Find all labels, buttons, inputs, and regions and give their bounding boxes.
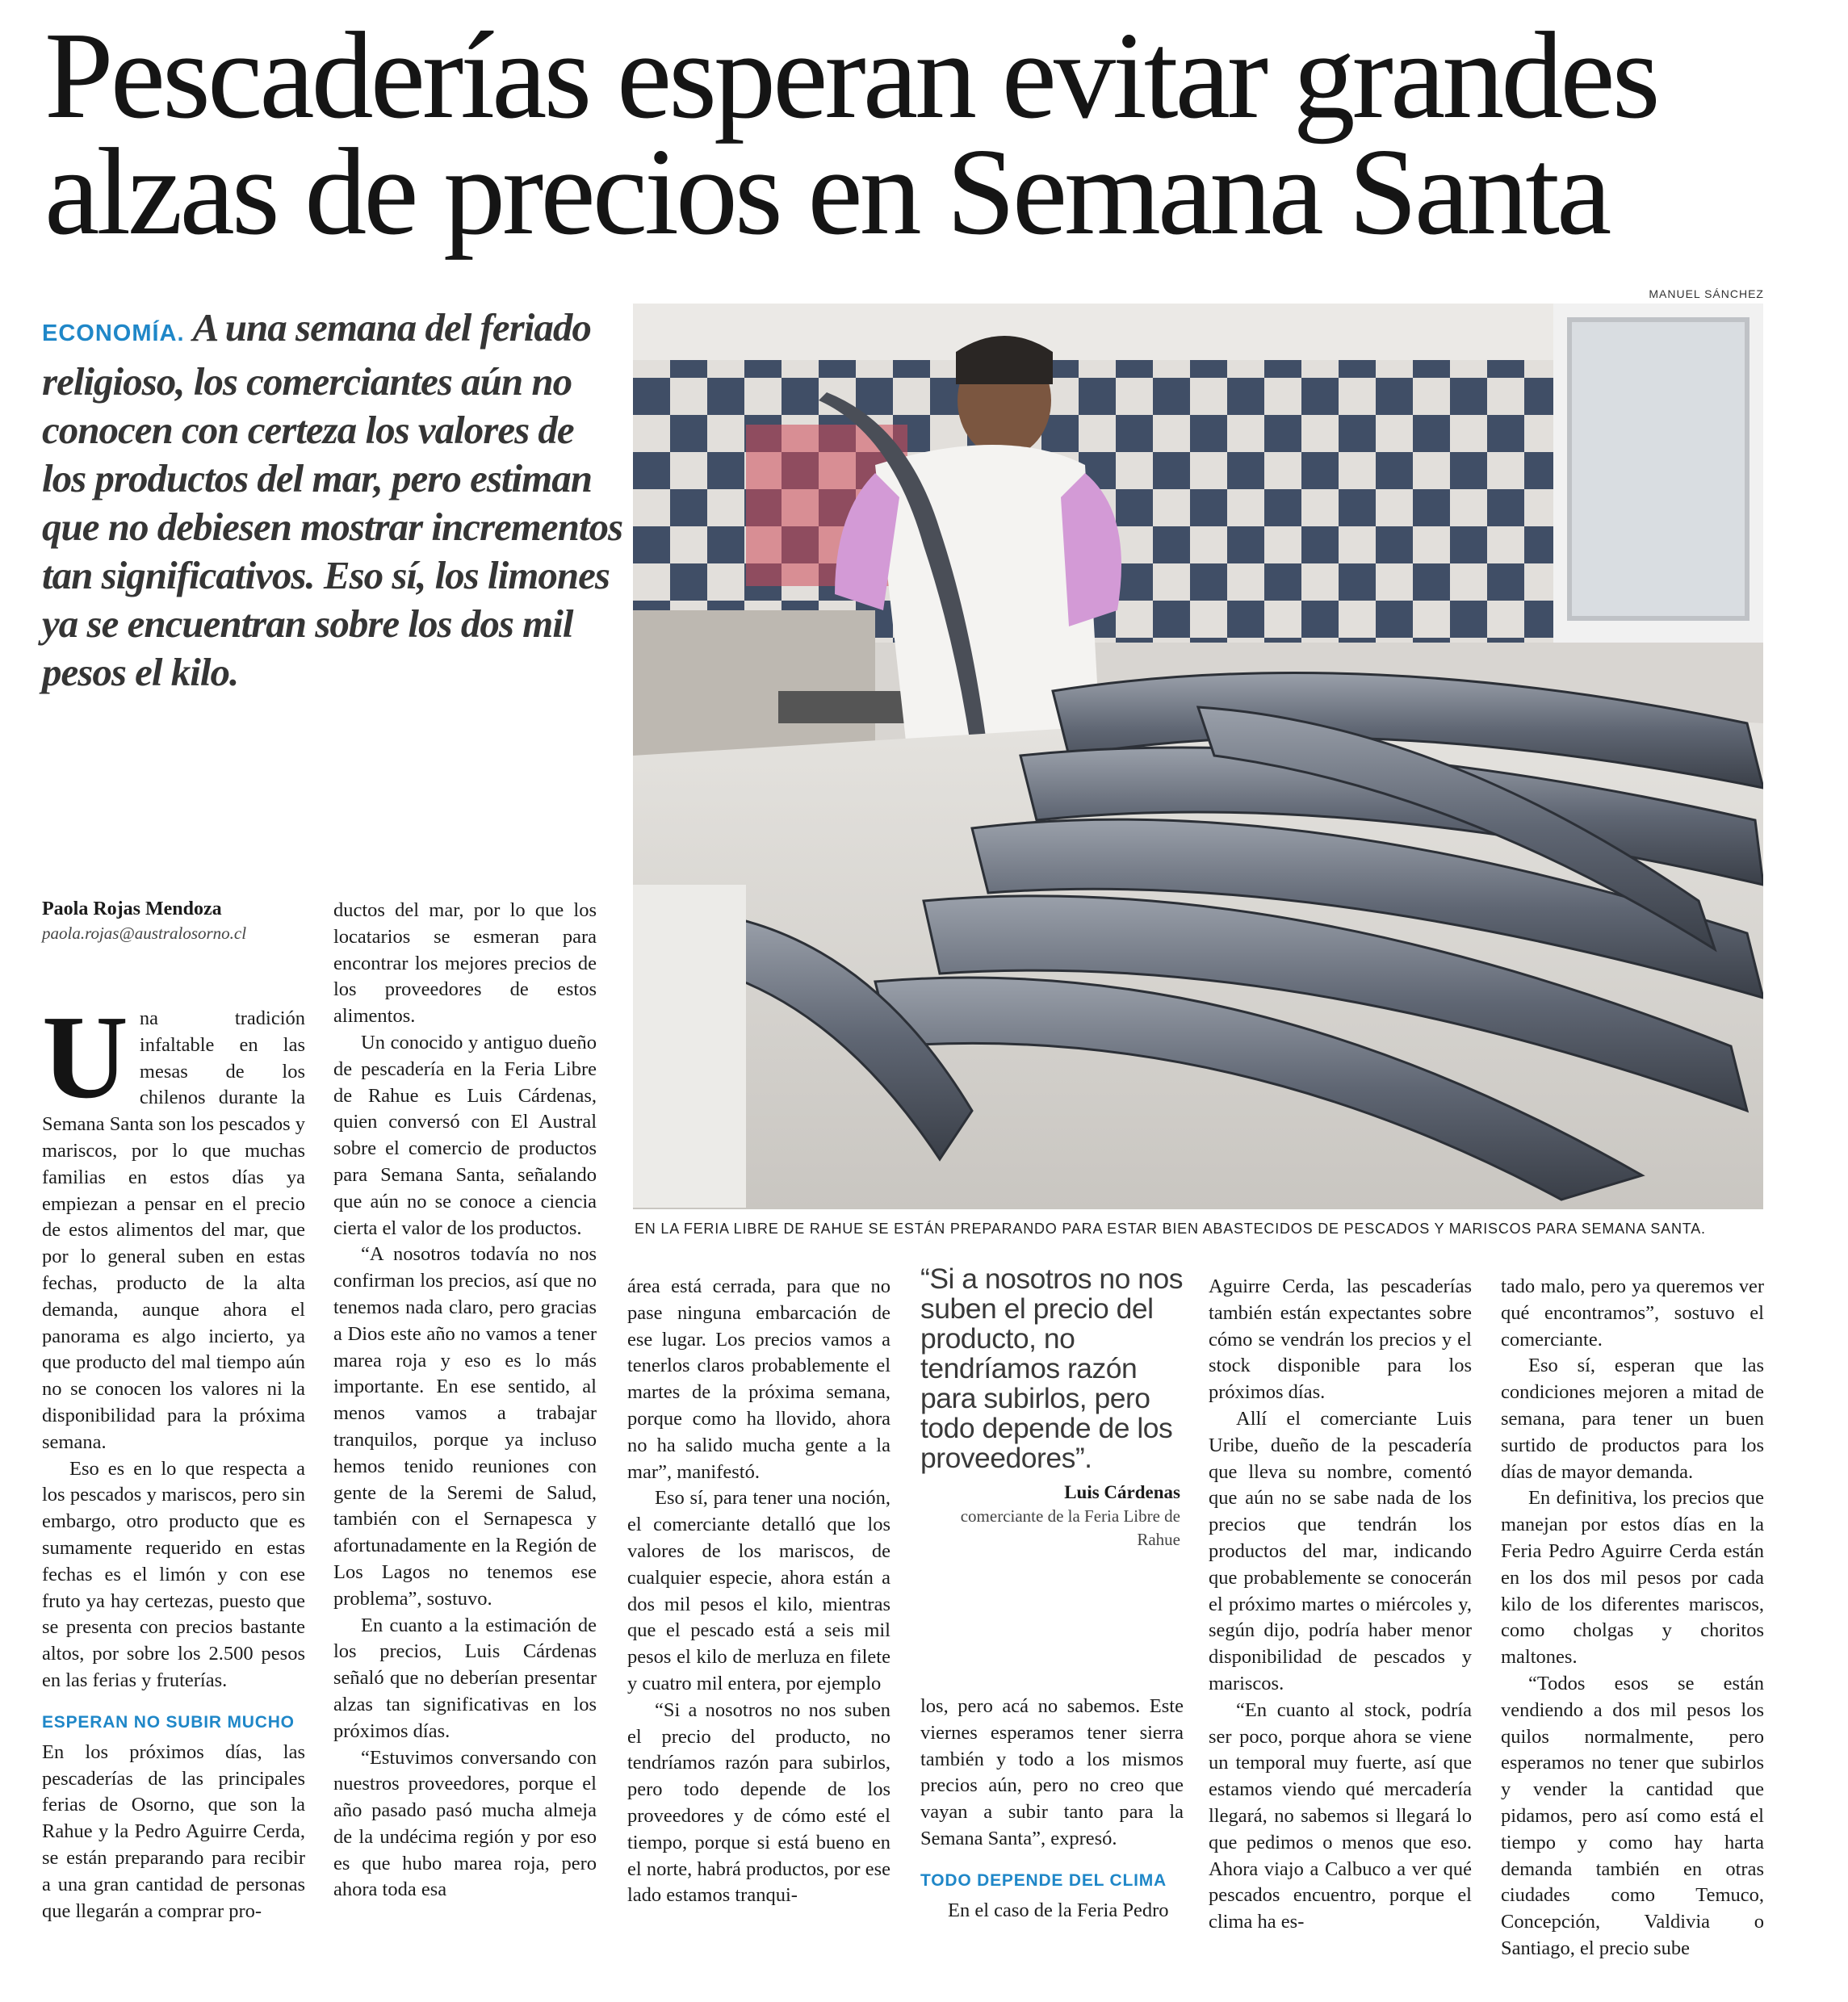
author-email[interactable]: paola.rojas@australosorno.cl	[42, 924, 247, 943]
drop-cap: U	[42, 991, 128, 1124]
column-3	[627, 1274, 890, 1909]
lead-paragraph	[42, 304, 623, 697]
photo-caption: EN LA FERIA LIBRE DE RAHUE SE ESTÁN PREPARANDO PARA ESTAR BIEN ABASTECIDOS DE PESCADOS Y MARISCOS PARA SEMANA SANTA.	[635, 1221, 1706, 1237]
body-paragraph: En los próximos días, las pescaderías de las principales ferias de Osorno, que son la Rahue y la Pedro Aguirre Cerda, se están preparando para recibir a una gran cantidad de personas que llegarán a comprar pro-	[42, 1740, 305, 1922]
body-paragraph: Un conocido y antiguo dueño de pescadería en la Feria Libre de Rahue es Luis Cárdenas, quien conversó con El Austral sobre el comercio de productos para Semana Santa, señalando que aún no se conoce a ciencia cierta el valor de los productos.	[333, 1031, 597, 1239]
body-paragraph: “Todos esos se están vendiendo a dos mil pesos los quilos normalmente, pero esperamos no tener que subirlos y vender la cantidad que pidamos, pero así como está el tiempo y como hay harta demanda también en otras ciudades como Temuco, Concepción, Valdivia o Santiago, el precio sube	[1501, 1672, 1764, 1959]
quote-author: Luis Cárdenas	[1064, 1482, 1180, 1502]
body-paragraph: “A nosotros todavía no nos confirman los precios, así que no tenemos nada claro, pero gracias a Dios este año no vamos a tener marea roja y eso es lo más importante. En ese sentido, al menos vamos a trabajar tranquilos, porque ya incluso hemos tenido reuniones con gente de la Seremi de Salud, también con el Sernapesca y afortunadamente en la Región de Los Lagos no tenemos ese problema”, sostuvo.	[333, 1243, 597, 1610]
body-paragraph: Una tradición infaltable en las mesas de los chilenos durante la Semana Santa son los pescados y mariscos, por lo que muchas familias en estos días ya empiezan a pensar en el precio de estos alimentos del mar, que por lo general suben en estas fechas, producto de la alta demanda, aunque ahora el panorama es algo incierto, ya que producto del mal tiempo aún no se conocen los valores ni la disponibilidad para la próxima semana.	[42, 991, 305, 1453]
body-paragraph: En cuanto a la estimación de los precios, Luis Cárdenas señaló que no deberían presentar alzas tan significativas en los próximos días.	[333, 1614, 597, 1742]
quote-role: comerciante de la Feria Libre de Rahue	[960, 1506, 1180, 1549]
pull-quote: “Si a nosotros no nos suben el precio del producto, no tendríamos razón para subirlos, pero todo depende de los proveedores”.	[920, 1263, 1183, 1474]
photo-credit: MANUEL SÁNCHEZ	[1649, 287, 1764, 300]
column-4	[920, 1694, 1184, 1925]
body-paragraph: “Si a nosotros no nos suben el precio del producto, no tendríamos razón para subirlos, pero todo depende de los proveedores y de cómo esté el tiempo, porque si está bueno en el norte, habrá productos, por ese lado estamos tranqui-	[627, 1698, 890, 1907]
body-paragraph: “En cuanto al stock, podría ser poco, porque ahora se viene un temporal muy fuerte, así que estamos viendo qué mercadería llegará, no sabemos si llegará lo que pedimos o menos que eso. Ahora viajo a Calbuco a ver qué pescados encuentro, porque el clima ha es-	[1209, 1698, 1472, 1933]
body-paragraph: los, pero acá no sabemos. Este viernes esperamos tener sierra también y todo a los mismos precios aún, pero no creo que vayan a subir tanto para la Semana Santa”, expresó.	[920, 1695, 1184, 1849]
column-5	[1209, 1274, 1472, 1936]
byline	[42, 896, 349, 944]
fish-market-photo	[633, 304, 1763, 1209]
column-1	[42, 991, 305, 1925]
column-6	[1501, 1274, 1764, 1962]
body-paragraph: Eso es en lo que respecta a los pescados y mariscos, pero sin embargo, otro producto que es sumamente requerido en estas fechas es el limón y con ese fruto ya hay certezas, puesto que se presenta con precios bastante altos, por sobre los 2.500 pesos en las ferias y fruterías.	[42, 1457, 305, 1691]
body-paragraph: ductos del mar, por lo que los locatarios se esmeran para encontrar los mejores precios de los proveedores de estos alimentos.	[333, 899, 597, 1028]
body-paragraph: “Estuvimos conversando con nuestros proveedores, porque el año pasado pasó mucha almeja de la undécima región y por eso es que hubo marea roja, pero ahora toda esa	[333, 1746, 597, 1901]
body-paragraph: Allí el comerciante Luis Uribe, dueño de la pescadería que lleva su nombre, comentó que aún no se sabe nada de los precios que tendrán los productos del mar, indicando que probablemente se conocerán el próximo martes o miércoles y, según dijo, podría haber menor disponibilidad de pescados y mariscos.	[1209, 1407, 1472, 1694]
lead-text: A una semana del feriado religioso, los comerciantes aún no conocen con certeza los valores de los productos del mar, pero estiman que no debiesen mostrar incrementos tan significativos. Eso sí, los limones ya se encuentran sobre los dos mil pesos el kilo.	[42, 305, 623, 694]
body-paragraph: En definitiva, los precios que manejan por estos días en la Feria Pedro Aguirre Cerda están en los dos mil pesos por cada kilo de los diferentes mariscos, como cholgas y choritos maltones.	[1501, 1487, 1764, 1669]
author-name: Paola Rojas Mendoza	[42, 898, 222, 919]
pull-quote-attribution	[920, 1481, 1180, 1552]
headline: Pescaderías esperan evitar grandes alzas de precios en Semana Santa	[44, 7, 1657, 261]
body-paragraph: Eso sí, para tener una noción, el comerciante detalló que los valores de los mariscos, de cualquier especie, ahora están a dos mil pesos el kilo, mientras que el pescado está a seis mil pesos el kilo de merluza en filete y cuatro mil entera, por ejemplo	[627, 1487, 890, 1694]
body-paragraph: En el caso de la Feria Pedro	[948, 1899, 1169, 1921]
section-kicker: ECONOMÍA.	[42, 320, 185, 346]
subheading-esperan: ESPERAN NO SUBIR MUCHO	[42, 1712, 295, 1732]
body-paragraph: Aguirre Cerda, las pescaderías también están expectantes sobre cómo se vendrán los precios y el stock disponible para los próximos días.	[1209, 1275, 1472, 1404]
column-2	[333, 898, 597, 1904]
body-paragraph: tado malo, pero ya queremos ver qué encontramos”, sostuvo el comerciante.	[1501, 1275, 1764, 1351]
subheading-clima: TODO DEPENDE DEL CLIMA	[920, 1870, 1167, 1890]
body-paragraph: Eso sí, esperan que las condiciones mejoren a mitad de semana, para tener un buen surtido de productos para los días de mayor demanda.	[1501, 1355, 1764, 1483]
body-paragraph: área está cerrada, para que no pase ninguna embarcación de ese lugar. Los precios vamos a tenerlos claros probablemente el martes de la próxima semana, porque como ha llovido, ahora no ha salido mucha gente a la mar”, manifestó.	[627, 1275, 890, 1483]
